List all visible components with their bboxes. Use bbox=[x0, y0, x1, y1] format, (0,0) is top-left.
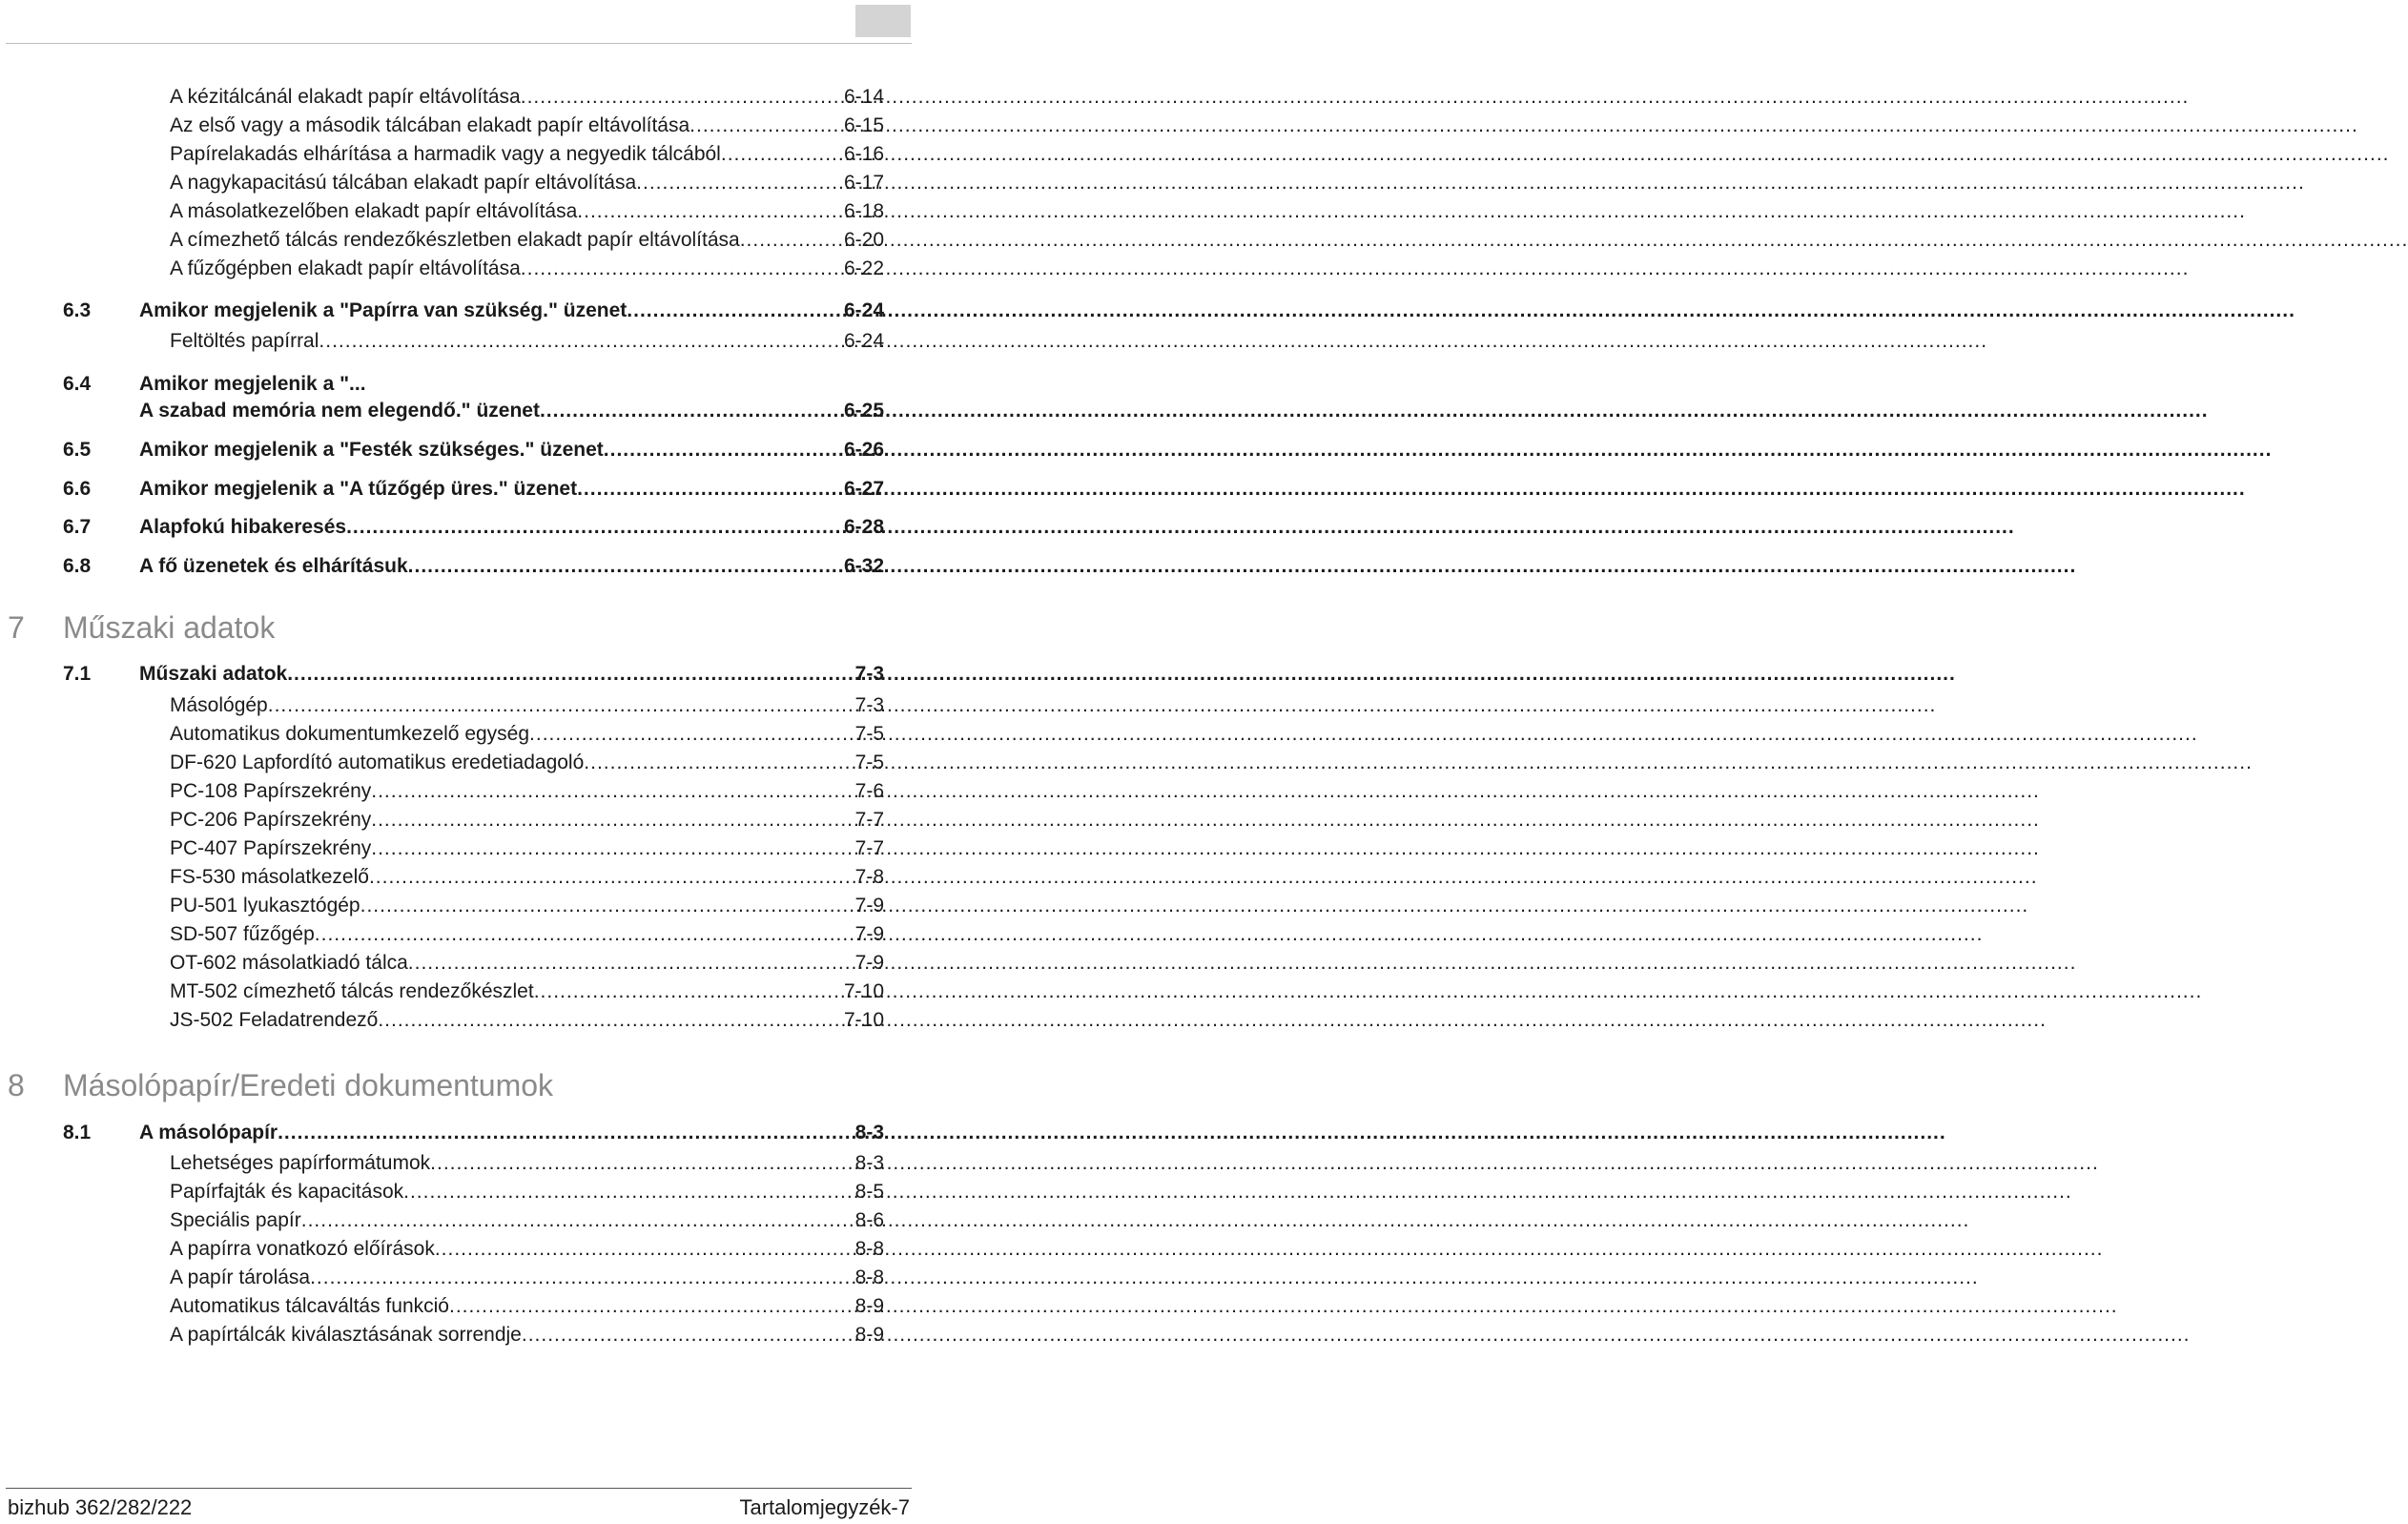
chapter-title: Műszaki adatok bbox=[63, 610, 276, 645]
toc-entry-page: 6-22 bbox=[843, 257, 884, 279]
leader-dots bbox=[636, 169, 838, 197]
section-number: 8.1 bbox=[63, 1122, 92, 1143]
toc-entry[interactable] bbox=[170, 255, 884, 283]
toc-entry-page: 6-18 bbox=[843, 200, 884, 222]
toc-entry-page: 6-16 bbox=[843, 143, 884, 165]
toc-entry-title: JS-502 Feladatrendező bbox=[170, 1009, 379, 1031]
chapter-heading-8[interactable] bbox=[8, 1064, 553, 1106]
toc-entry-title: A papírtálcák kiválasztásának sorrendje bbox=[170, 1324, 522, 1346]
toc-entry[interactable] bbox=[170, 169, 884, 197]
toc-entry-page: 6-15 bbox=[843, 114, 884, 136]
footer-divider bbox=[6, 1488, 912, 1489]
toc-entry-title: Papírfajták és kapacitások bbox=[170, 1181, 404, 1203]
section-number: 6.6 bbox=[63, 478, 92, 500]
toc-section-6-3[interactable] bbox=[63, 297, 884, 325]
toc-entry-page: 6-14 bbox=[843, 86, 884, 108]
toc-section-8-1[interactable] bbox=[63, 1119, 884, 1147]
leader-dots bbox=[287, 660, 849, 689]
toc-entry-page: 7-9 bbox=[854, 952, 884, 974]
toc-entry[interactable] bbox=[170, 806, 884, 834]
toc-entry[interactable] bbox=[170, 112, 884, 140]
section-title-line2: A szabad memória nem elegendő." üzenet bbox=[139, 400, 540, 422]
corner-tab-marker bbox=[855, 5, 911, 37]
leader-dots bbox=[604, 436, 838, 464]
leader-dots bbox=[408, 552, 838, 581]
toc-entry-title: A nagykapacitású tálcában elakadt papír eltávolítása bbox=[170, 172, 637, 194]
toc-section-6-4[interactable] bbox=[63, 370, 366, 399]
leader-dots bbox=[529, 720, 850, 749]
toc-entry-title: PC-108 Papírszekrény bbox=[170, 780, 372, 802]
section-title-line1: Amikor megjelenik a "... bbox=[139, 373, 366, 395]
toc-entry-title: PC-206 Papírszekrény bbox=[170, 809, 372, 831]
toc-entry-title: DF-620 Lapfordító automatikus eredetiadagoló bbox=[170, 752, 585, 773]
toc-entry-page: 8-6 bbox=[854, 1209, 884, 1231]
leader-dots bbox=[689, 112, 838, 140]
section-page: 6-25 bbox=[843, 400, 884, 422]
section-title: A fő üzenetek és elhárításuk bbox=[139, 555, 408, 577]
toc-entry-title: FS-530 másolatkezelő bbox=[170, 866, 369, 888]
toc-entry-title: A címezhető tálcás rendezőkészletben elakadt papír eltávolítása bbox=[170, 229, 740, 251]
leader-dots bbox=[319, 327, 838, 356]
toc-entry-page: 7-10 bbox=[843, 980, 884, 1002]
toc-entry-title: SD-507 fűzőgép bbox=[170, 923, 315, 945]
toc-section-6-8[interactable] bbox=[63, 552, 884, 581]
toc-entry[interactable] bbox=[170, 892, 884, 920]
leader-dots bbox=[346, 513, 838, 542]
toc-entry[interactable] bbox=[170, 140, 884, 169]
toc-entry-title: A fűzőgépben elakadt papír eltávolítása bbox=[170, 257, 521, 279]
section-page: 6-24 bbox=[843, 299, 884, 321]
chapter-number: 8 bbox=[8, 1068, 25, 1102]
toc-entry-title: Speciális papír bbox=[170, 1209, 301, 1231]
toc-entry[interactable] bbox=[170, 1264, 884, 1292]
toc-entry[interactable] bbox=[170, 1235, 884, 1264]
toc-entry-page: 8-9 bbox=[854, 1324, 884, 1346]
leader-dots bbox=[268, 691, 850, 720]
toc-entry[interactable] bbox=[170, 1149, 884, 1178]
toc-entry[interactable] bbox=[170, 863, 884, 892]
toc-entry-page: 6-17 bbox=[843, 172, 884, 194]
toc-section-7-1[interactable] bbox=[63, 660, 884, 689]
toc-entry-title: Feltöltés papírral bbox=[170, 330, 319, 352]
toc-entry[interactable] bbox=[170, 691, 884, 720]
toc-entry-page: 7-9 bbox=[854, 895, 884, 916]
header-divider bbox=[6, 43, 912, 44]
leader-dots bbox=[521, 255, 838, 283]
toc-entry[interactable] bbox=[170, 978, 884, 1006]
leader-dots bbox=[315, 920, 850, 949]
toc-entry[interactable] bbox=[170, 1206, 884, 1235]
leader-dots bbox=[310, 1264, 850, 1292]
toc-entry-title: Lehetséges papírformátumok bbox=[170, 1152, 431, 1174]
leader-dots bbox=[371, 806, 849, 834]
section-page: 6-28 bbox=[843, 516, 884, 538]
leader-dots bbox=[403, 1178, 850, 1206]
footer-page-label: Tartalomjegyzék-7 bbox=[739, 1495, 910, 1519]
leader-dots bbox=[534, 978, 838, 1006]
toc-entry-title: MT-502 címezhető tálcás rendezőkészlet bbox=[170, 980, 534, 1002]
toc-entry-title: PU-501 lyukasztógép bbox=[170, 895, 360, 916]
toc-entry-title: OT-602 másolatkiadó tálca bbox=[170, 952, 408, 974]
toc-entry[interactable] bbox=[170, 834, 884, 863]
toc-entry-page: 8-5 bbox=[854, 1181, 884, 1203]
section-page: 6-27 bbox=[843, 478, 884, 500]
section-number: 6.3 bbox=[63, 299, 92, 321]
leader-dots bbox=[301, 1206, 850, 1235]
chapter-title: Másolópapír/Eredeti dokumentumok bbox=[63, 1068, 554, 1102]
toc-entry-page: 7-6 bbox=[854, 780, 884, 802]
leader-dots bbox=[627, 297, 838, 325]
leader-dots bbox=[371, 777, 849, 806]
leader-dots bbox=[408, 949, 850, 978]
section-number: 6.8 bbox=[63, 555, 92, 577]
chapter-heading-7[interactable] bbox=[8, 607, 275, 649]
section-title: Amikor megjelenik a "Festék szükséges." üzenet bbox=[139, 439, 604, 461]
toc-entry-title: A papírra vonatkozó előírások bbox=[170, 1238, 435, 1260]
section-number: 6.4 bbox=[63, 373, 92, 395]
toc-section-6-4-cont[interactable] bbox=[139, 397, 884, 425]
toc-entry-page: 6-20 bbox=[843, 229, 884, 251]
toc-entry[interactable] bbox=[170, 949, 884, 978]
section-title: A másolópapír bbox=[139, 1122, 278, 1143]
toc-entry-page: 7-5 bbox=[854, 723, 884, 745]
toc-entry-title: Automatikus tálcaváltás funkció bbox=[170, 1295, 449, 1317]
toc-entry[interactable] bbox=[170, 197, 884, 226]
toc-entry-title: Másológép bbox=[170, 694, 268, 716]
leader-dots bbox=[369, 863, 850, 892]
toc-entry[interactable] bbox=[170, 1292, 884, 1321]
toc-section-6-6[interactable] bbox=[63, 475, 884, 504]
toc-entry[interactable] bbox=[170, 777, 884, 806]
section-number: 6.7 bbox=[63, 516, 92, 538]
toc-entry-page: 7-8 bbox=[854, 866, 884, 888]
footer-product-name: bizhub 362/282/222 bbox=[8, 1495, 193, 1519]
toc-entry-title: Az első vagy a második tálcában elakadt papír eltávolítása bbox=[170, 114, 690, 136]
toc-entry[interactable] bbox=[170, 1178, 884, 1206]
chapter-number: 7 bbox=[8, 610, 25, 645]
leader-dots bbox=[430, 1149, 849, 1178]
toc-entry[interactable] bbox=[170, 327, 884, 356]
toc-entry-page: 8-8 bbox=[854, 1267, 884, 1288]
toc-entry-page: 7-9 bbox=[854, 923, 884, 945]
toc-entry[interactable] bbox=[170, 1321, 884, 1349]
toc-entry-title: A kézitálcánál elakadt papír eltávolítása bbox=[170, 86, 521, 108]
leader-dots bbox=[378, 1006, 838, 1035]
toc-entry-page: 7-10 bbox=[843, 1009, 884, 1031]
leader-dots bbox=[721, 140, 838, 169]
leader-dots bbox=[435, 1235, 850, 1264]
toc-entry-page: 8-9 bbox=[854, 1295, 884, 1317]
section-page: 6-26 bbox=[843, 439, 884, 461]
toc-entry-page: 8-3 bbox=[854, 1152, 884, 1174]
toc-entry-title: Papírelakadás elhárítása a harmadik vagy a negyedik tálcából bbox=[170, 143, 721, 165]
leader-dots bbox=[371, 834, 849, 863]
leader-dots bbox=[521, 83, 838, 112]
toc-entry-title: A papír tárolása bbox=[170, 1267, 311, 1288]
toc-entry[interactable] bbox=[170, 720, 884, 749]
toc-entry-page: 7-3 bbox=[854, 694, 884, 716]
leader-dots bbox=[577, 197, 838, 226]
leader-dots bbox=[740, 226, 838, 255]
toc-entry[interactable] bbox=[170, 226, 884, 255]
leader-dots bbox=[278, 1119, 850, 1147]
leader-dots bbox=[577, 475, 838, 504]
leader-dots bbox=[540, 397, 838, 425]
leader-dots bbox=[522, 1321, 850, 1349]
toc-section-6-7[interactable] bbox=[63, 513, 884, 542]
toc-entry-page: 7-7 bbox=[854, 837, 884, 859]
section-title: Alapfokú hibakeresés bbox=[139, 516, 347, 538]
toc-entry-page: 7-7 bbox=[854, 809, 884, 831]
section-page: 6-32 bbox=[843, 555, 884, 577]
toc-entry-page: 8-8 bbox=[854, 1238, 884, 1260]
leader-dots bbox=[360, 892, 850, 920]
toc-entry[interactable] bbox=[170, 83, 884, 112]
section-title: Amikor megjelenik a "A tűzőgép üres." üzenet bbox=[139, 478, 578, 500]
section-page: 8-3 bbox=[854, 1122, 884, 1143]
toc-entry[interactable] bbox=[170, 920, 884, 949]
leader-dots bbox=[584, 749, 849, 777]
toc-entry-title: PC-407 Papírszekrény bbox=[170, 837, 372, 859]
toc-entry-page: 7-5 bbox=[854, 752, 884, 773]
toc-entry[interactable] bbox=[170, 749, 884, 777]
section-title: Műszaki adatok bbox=[139, 663, 288, 685]
section-number: 7.1 bbox=[63, 663, 92, 685]
section-page: 7-3 bbox=[854, 663, 884, 685]
toc-entry-title: Automatikus dokumentumkezelő egység bbox=[170, 723, 530, 745]
toc-entry[interactable] bbox=[170, 1006, 884, 1035]
section-number: 6.5 bbox=[63, 439, 92, 461]
toc-entry-title: A másolatkezelőben elakadt papír eltávolítása bbox=[170, 200, 578, 222]
toc-section-6-5[interactable] bbox=[63, 436, 884, 464]
toc-entry-page: 6-24 bbox=[843, 330, 884, 352]
section-title: Amikor megjelenik a "Papírra van szükség." üzenet bbox=[139, 299, 628, 321]
leader-dots bbox=[449, 1292, 850, 1321]
